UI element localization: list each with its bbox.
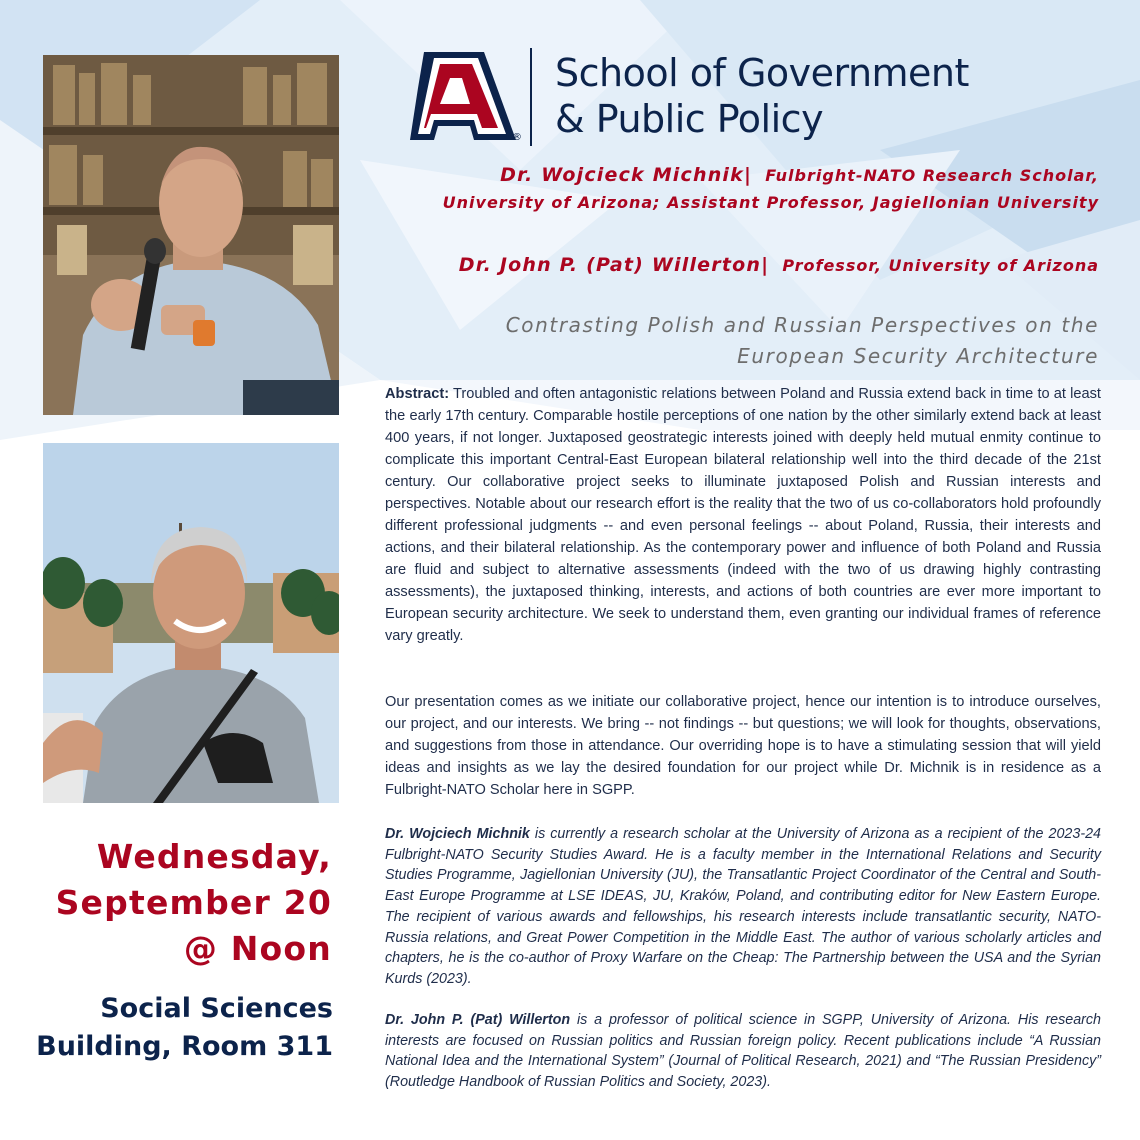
event-location — [0, 990, 333, 1066]
abstract-label: Abstract: — [385, 386, 450, 402]
speaker-photo-willerton — [43, 443, 339, 803]
bio-name: Dr. Wojciech Michnik — [385, 826, 530, 842]
speaker-heading-michnik — [379, 162, 1099, 216]
event-day: Wednesday, — [96, 837, 332, 876]
presentation-paragraph: Our presentation comes as we initiate our collaborative project, hence our intention is to introduce ourselves, our project, and our interests. We bring -- not findings -- but questions; we will look for thoughts, observations, and suggestions from those in attendance. Our overriding hope is to have a stimulating session that will yield ideas and insights as we lay the desired foundation for our project while Dr. Michnik is in residence as a Fulbright-NATO Scholar here in SGPP. — [385, 694, 1101, 798]
speaker-name: Dr. Wojcieck Michnik| — [500, 164, 753, 186]
abstract-paragraph — [385, 383, 1101, 647]
speaker-title: Fulbright-NATO Research Scholar, — [765, 166, 1099, 185]
speaker-photo-michnik — [43, 55, 339, 415]
speaker-name: Dr. John P. (Pat) Willerton| — [458, 254, 770, 276]
bio-name: Dr. John P. (Pat) Willerton — [385, 1012, 571, 1028]
talk-title-line1: Contrasting Polish and Russian Perspectives on the — [505, 313, 1099, 337]
bio-willerton — [385, 1010, 1101, 1093]
event-time: @ Noon — [183, 929, 332, 968]
speaker-heading-willerton — [379, 252, 1099, 279]
event-date-text: September 20 — [55, 883, 332, 922]
bio-text: is currently a research scholar at the University of Arizona as a recipient of the 2023-24 Fulbright-NATO Security Studies Award. He is a faculty member in the International Relations and Security Studies Programme, Jagiellonian University (JU), the Transatlantic Project Coordinator of the Central and South-East Europe Programme at LSE IDEAS, JU, Kraków, Poland, and contributing editor for New Eastern Europe. The recipient of various awards and fellowships, his research interests include transatlantic security, NATO-Russia relations, and Great Power Competition in the Middle East. The author of various scholarly articles and chapters, he is the co-author of Proxy Warfare on the Cheap: The Partnership between the USA and the Syrian Kurds (2023). — [385, 826, 1101, 987]
speaker-title: Professor, University of Arizona — [782, 256, 1099, 275]
bio-michnik — [385, 824, 1101, 990]
talk-title — [399, 310, 1099, 372]
school-name — [555, 50, 969, 142]
abstract-text: Troubled and often antagonistic relations between Poland and Russia extend back in time to at least the early 17th century. Comparable hostile perceptions of one nation by the other similarly extend back at least 400 years, if not longer. Juxtaposed geostrategic interests joined with deeply held mutual enmity continue to complicate this important Central-East European bilateral relationship well into the third decade of the 21st century. Our collaborative project seeks to illuminate juxtaposed Polish and Russian interests and perspectives. Notable about our research effort is the reality that the two of us co-collaborators hold profoundly different professional judgments -- and even personal feelings -- about Poland, Russia, their interests and actions, and their bilateral relationship. As the contemporary power and influence of both Poland and Russia are fluid and subject to alternative assessments (indeed with the two of us drawing highly contrasting assessments), the juxtaposed thinking, interests, and actions of both countries are ever more important to European security architecture. We seek to understand them, even granting our individual frames of reference vary greatly. — [385, 386, 1101, 644]
talk-title-line2: European Security Architecture — [737, 344, 1099, 368]
speaker-title-line2: University of Arizona; Assistant Professor, Jagiellonian University — [442, 193, 1099, 212]
bio-text: is a professor of political science in SGPP, University of Arizona. His research interests are focused on Russian politics and Russian foreign policy. Recent publications include “A Russian National Idea and the International System” (Journal of Political Research, 2021) and “The Russian Presidency” (Routledge Handbook of Russian Politics and Society, 2023). — [385, 1012, 1102, 1091]
school-name-line2: & Public Policy — [555, 97, 824, 141]
location-line1: Social Sciences — [100, 993, 333, 1024]
registered-mark: ® — [512, 132, 522, 143]
event-date — [20, 834, 332, 972]
logo-divider — [530, 48, 532, 146]
school-name-line1: School of Government — [555, 51, 969, 95]
location-line2: Building, Room 311 — [36, 1031, 333, 1062]
university-of-arizona-logo — [404, 48, 524, 144]
